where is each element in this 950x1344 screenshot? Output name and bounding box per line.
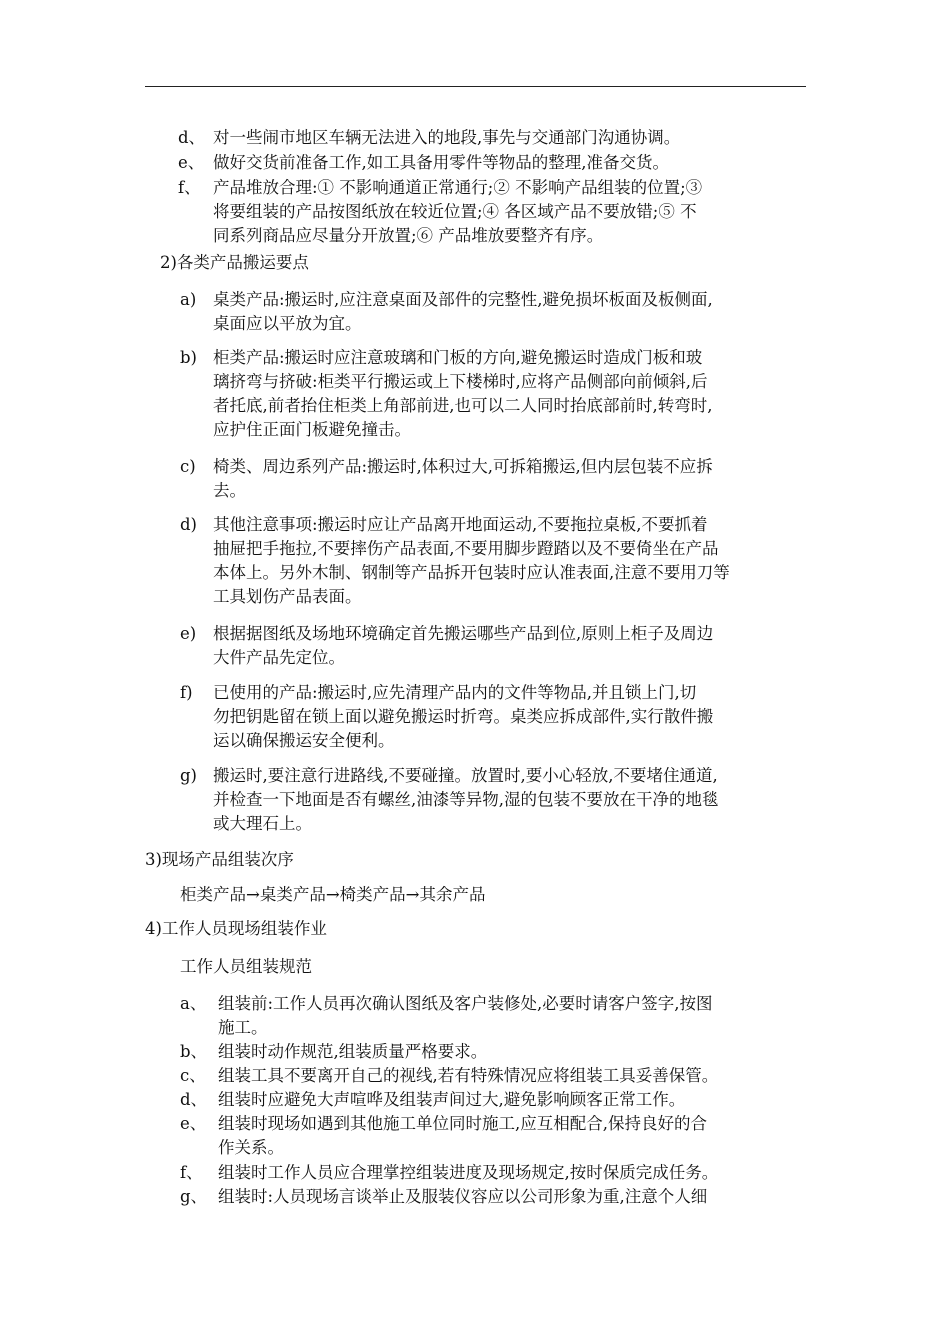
list-item-text: 对一些闹市地区车辆无法进入的地段,事先与交通部门沟通协调。 (213, 128, 681, 147)
list-item-text: 搬运时,要注意行进路线,不要碰撞。放置时,要小心轻放,不要堵住通道, 并检查一下地面是否有螺丝,油漆等异物,湿的包装不要放在干净的地毯 或大理石上。 (213, 766, 719, 833)
list-item-text: 椅类、周边系列产品:搬运时,体积过大,可拆箱搬运,但内层包装不应拆 去。 (213, 457, 713, 500)
list-item-text: 组装工具不要离开自己的视线,若有特殊情况应将组装工具妥善保管。 (218, 1066, 719, 1085)
list-item-text: 桌类产品:搬运时,应注意桌面及部件的完整性,避免损坏板面及板侧面, 桌面应以平放为宜。 (213, 290, 713, 333)
list-item-text: 组装时应避免大声喧哗及组装声间过大,避免影响顾客正常工作。 (218, 1090, 686, 1109)
list-item-text: 其他注意事项:搬运时应让产品离开地面运动,不要拖拉桌板,不要抓着 抽屉把手拖拉,不要摔伤产品表面,不要用脚步蹬踏以及不要倚坐在产品 本体上。另外木制、钢制等产品拆开包装时应认准表面,注意不要用刀等 工具划伤产品表面。 (213, 515, 730, 606)
list-marker: f、 (180, 1163, 203, 1182)
list-marker: g、 (180, 1187, 208, 1206)
list-item-text: 组装时动作规范,组装质量严格要求。 (218, 1042, 488, 1061)
sub-heading: 工作人员组装规范 (180, 957, 312, 976)
list-marker: g) (180, 766, 197, 785)
list-marker: f、 (178, 178, 201, 197)
list-marker: e) (180, 624, 197, 643)
list-item-text: 组装前:工作人员再次确认图纸及客户装修处,必要时请客户签字,按图 施工。 (218, 994, 713, 1037)
list-item-text: 组装时:人员现场言谈举止及服装仪容应以公司形象为重,注意个人细 (218, 1187, 708, 1206)
list-item-text: 已使用的产品:搬运时,应先清理产品内的文件等物品,并且锁上门,切 勿把钥匙留在锁上面以避免搬运时折弯。桌类应拆成部件,实行散件搬 运以确保搬运安全便利。 (213, 683, 714, 750)
list-marker: d、 (178, 128, 206, 147)
list-item-text: 做好交货前准备工作,如工具备用零件等物品的整理,准备交货。 (213, 153, 669, 172)
list-marker: d、 (180, 1090, 208, 1109)
list-item-text: 组装时现场如遇到其他施工单位同时施工,应互相配合,保持良好的合 作关系。 (218, 1114, 707, 1157)
list-marker: c、 (180, 1066, 206, 1085)
section-heading: 4)工作人员现场组装作业 (145, 919, 327, 938)
list-marker: a、 (180, 994, 207, 1013)
list-marker: e、 (180, 1114, 207, 1133)
list-item-text: 产品堆放合理:① 不影响通道正常通行;② 不影响产品组装的位置;③ 将要组装的产品按图纸放在较近位置;④ 各区域产品不要放错;⑤ 不 同系列商品应尽量分开放置;⑥ 产品堆放要整齐有序。 (213, 178, 703, 245)
list-marker: a) (180, 290, 197, 309)
list-marker: e、 (178, 153, 205, 172)
list-item-text: 根据据图纸及场地环境确定首先搬运哪些产品到位,原则上柜子及周边 大件产品先定位。 (213, 624, 714, 667)
section-heading: 2)各类产品搬运要点 (160, 253, 309, 272)
list-marker: d) (180, 515, 197, 534)
list-item-text: 组装时工作人员应合理掌控组装进度及现场规定,按时保质完成任务。 (218, 1163, 719, 1182)
list-marker: b、 (180, 1042, 208, 1061)
header-rule (145, 86, 806, 87)
assembly-sequence: 柜类产品→桌类产品→椅类产品→其余产品 (180, 885, 486, 904)
list-item-text: 柜类产品:搬运时应注意玻璃和门板的方向,避免搬运时造成门板和玻 璃挤弯与挤破:柜类平行搬运或上下楼梯时,应将产品侧部向前倾斜,后 者托底,前者抬住柜类上角部前进,也可以二人同时抬底部前时,转弯时, 应护住正面门板避免撞击。 (213, 348, 713, 439)
list-marker: c) (180, 457, 196, 476)
list-marker: b) (180, 348, 197, 367)
list-marker: f) (180, 683, 193, 702)
section-heading: 3)现场产品组装次序 (145, 850, 294, 869)
